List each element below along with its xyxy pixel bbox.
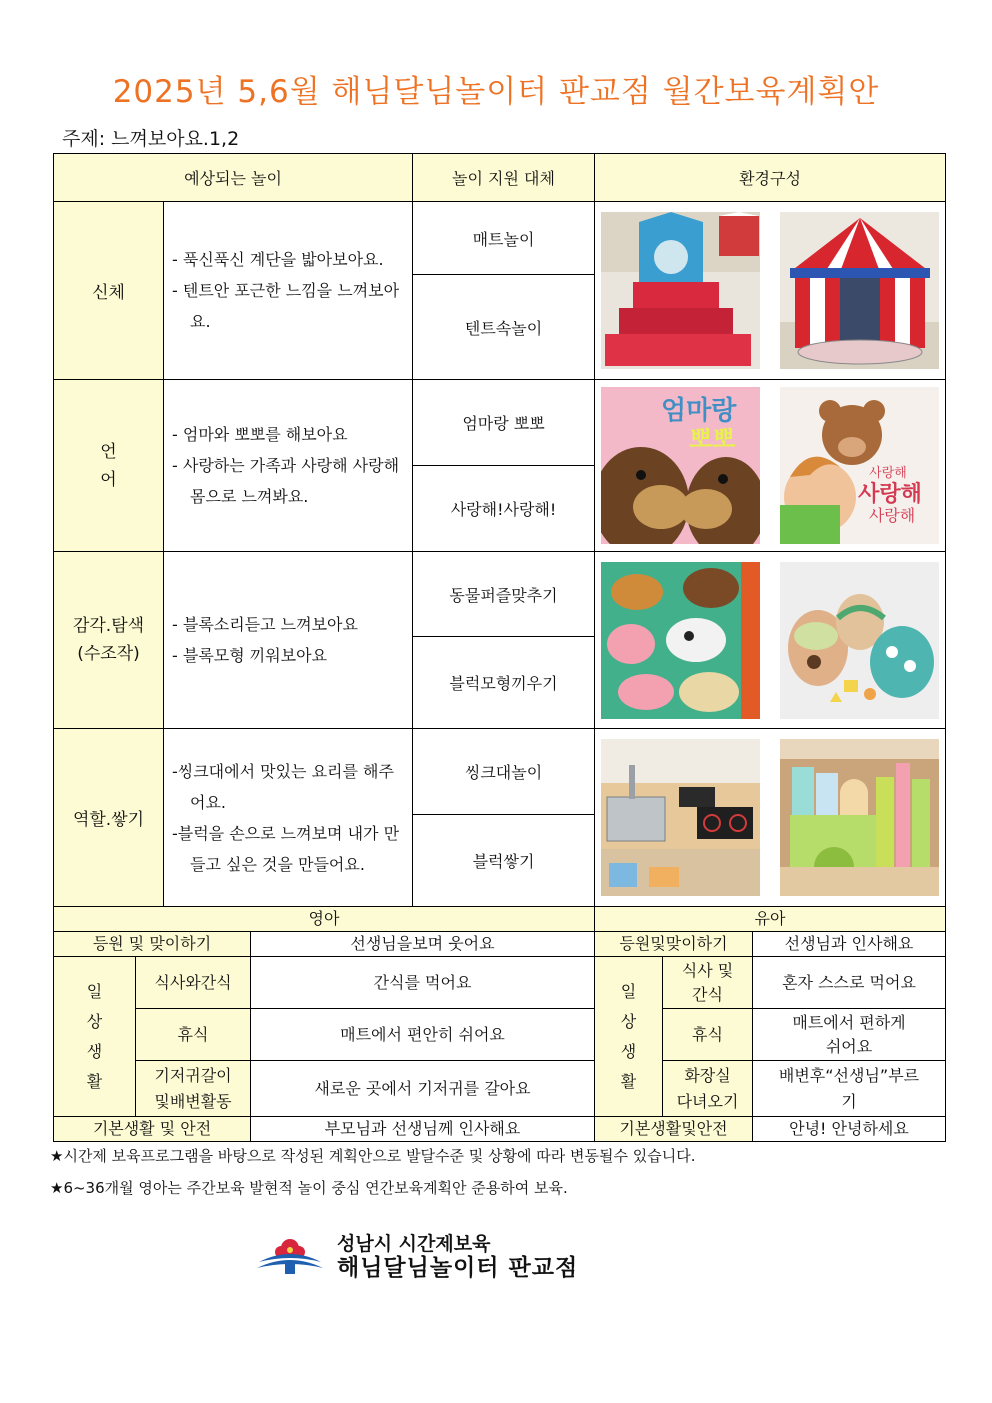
book1-title2: 뽀뽀 (689, 425, 736, 453)
daily-row-value: 매트에서 편하게 쉬어요 (753, 1009, 946, 1061)
environment-photos (595, 552, 946, 729)
play-item: - 엄마와 뽀뽀를 해보아요 (172, 425, 348, 444)
toddler-arrival-value: 선생님과 인사해요 (753, 932, 946, 957)
note-1: ★시간제 보육프로그램을 바탕으로 작성된 계획안으로 발달수준 및 상황에 따라 변동될수 있습니다. (50, 1147, 696, 1165)
book-cover-mom-kiss (601, 387, 760, 544)
book2-title2: 사랑해 (858, 482, 922, 507)
play-item: -블럭을 손으로 느껴보며 내가 만들고 싶은 것을 만들어요. (172, 823, 400, 874)
toddler-basic-label: 기본생활및안전 (595, 1117, 753, 1142)
toddler-arrival-label: 등원및맞이하기 (595, 932, 753, 957)
seongnam-emblem-icon (255, 1236, 325, 1276)
logo-line2: 해님달님놀이터 판교점 (337, 1255, 579, 1281)
infant-header: 영아 (54, 907, 595, 932)
category-physical: 신체 (54, 202, 164, 380)
support-item: 씽크대놀이 (413, 729, 595, 815)
play-description (164, 380, 413, 552)
circus-tent-photo (780, 212, 939, 369)
logo-line1: 성남시 시간제보육 (337, 1233, 491, 1255)
daily-row-value: 매트에서 편안히 쉬어요 (251, 1009, 595, 1061)
play-item: -씽크대에서 맛있는 요리를 해주어요. (172, 761, 394, 812)
play-item: - 푹신푹신 계단을 밟아보아요. (172, 250, 384, 269)
support-item: 텐트속놀이 (413, 275, 595, 380)
toddler-header: 유아 (595, 907, 946, 932)
book-cover-love-you (780, 387, 939, 544)
play-item: - 블록모형 끼워보아요 (172, 646, 328, 665)
daily-row-value: 간식를 먹어요 (251, 957, 595, 1009)
play-item: - 텐트안 포근한 느낌을 느껴보아요. (172, 281, 400, 331)
footer-logo (255, 1232, 578, 1280)
note-2: ★6~36개월 영아는 주간보육 발현적 놀이 중심 연간보육계획안 준용하여 보육. (50, 1179, 568, 1197)
book2-title3: 사랑해 (868, 506, 916, 525)
support-item: 사랑해!사랑해! (413, 466, 595, 552)
infant-arrival-value: 선생님을보며 웃어요 (251, 932, 595, 957)
header-support: 놀이 지원 대체 (413, 154, 595, 202)
category-sensory: 감각.탐색 (수조작) (54, 552, 164, 729)
environment-photos (595, 380, 946, 552)
animal-puzzle-photo (601, 562, 760, 719)
daily-life-table (53, 906, 946, 1142)
play-description (164, 202, 413, 380)
infant-basic-label: 기본생활 및 안전 (54, 1117, 251, 1142)
play-description (164, 552, 413, 729)
support-item: 매트놀이 (413, 202, 595, 275)
header-env: 환경구성 (595, 154, 946, 202)
support-item: 동물퍼즐맞추기 (413, 552, 595, 637)
play-description (164, 729, 413, 907)
plan-table (53, 153, 946, 907)
infant-arrival-label: 등원 및 맞이하기 (54, 932, 251, 957)
category-role-block: 역할.쌓기 (54, 729, 164, 907)
daily-row-label: 식사 및 간식 (663, 957, 753, 1009)
daily-row-label: 휴식 (136, 1009, 251, 1061)
toddler-daily-label: 일 상 생 활 (595, 957, 663, 1117)
daily-row-value: 배변후“선생님”부르 기 (753, 1061, 946, 1117)
header-play: 예상되는 놀이 (54, 154, 413, 202)
support-item: 블럭쌓기 (413, 815, 595, 907)
block-building-photo (780, 739, 939, 896)
infant-daily-label: 일 상 생 활 (54, 957, 136, 1117)
book2-title: 사랑해 (869, 466, 907, 481)
toddler-basic-value: 안녕! 안녕하세요 (753, 1117, 946, 1142)
environment-photos (595, 729, 946, 907)
play-item: - 사랑하는 가족과 사랑해 사랑해 몸으로 느껴봐요. (172, 456, 400, 506)
book1-title: 엄마랑 (661, 396, 737, 426)
daily-row-label: 식사와간식 (136, 957, 251, 1009)
daily-row-label: 화장실 다녀오기 (663, 1061, 753, 1117)
daily-row-label: 기저귀갈이 및배변활동 (136, 1061, 251, 1117)
subject-label: 주제: 느껴보아요.1,2 (62, 128, 240, 150)
daily-row-value: 혼자 스스로 먹어요 (753, 957, 946, 1009)
daily-row-value: 새로운 곳에서 기저귀를 갈아요 (251, 1061, 595, 1117)
category-language: 언 어 (54, 380, 164, 552)
toy-kitchen-photo (601, 739, 760, 896)
support-item: 블럭모형끼우기 (413, 637, 595, 729)
support-item: 엄마랑 뽀뽀 (413, 380, 595, 466)
soft-stairs-photo (601, 212, 760, 369)
daily-row-label: 휴식 (663, 1009, 753, 1061)
environment-photos (595, 202, 946, 380)
page-title: 2025년 5,6월 해님달님놀이터 판교점 월간보육계획안 (112, 74, 880, 110)
shape-sorter-photo (780, 562, 939, 719)
infant-basic-value: 부모님과 선생님께 인사해요 (251, 1117, 595, 1142)
play-item: - 블록소리듣고 느껴보아요 (172, 615, 358, 634)
